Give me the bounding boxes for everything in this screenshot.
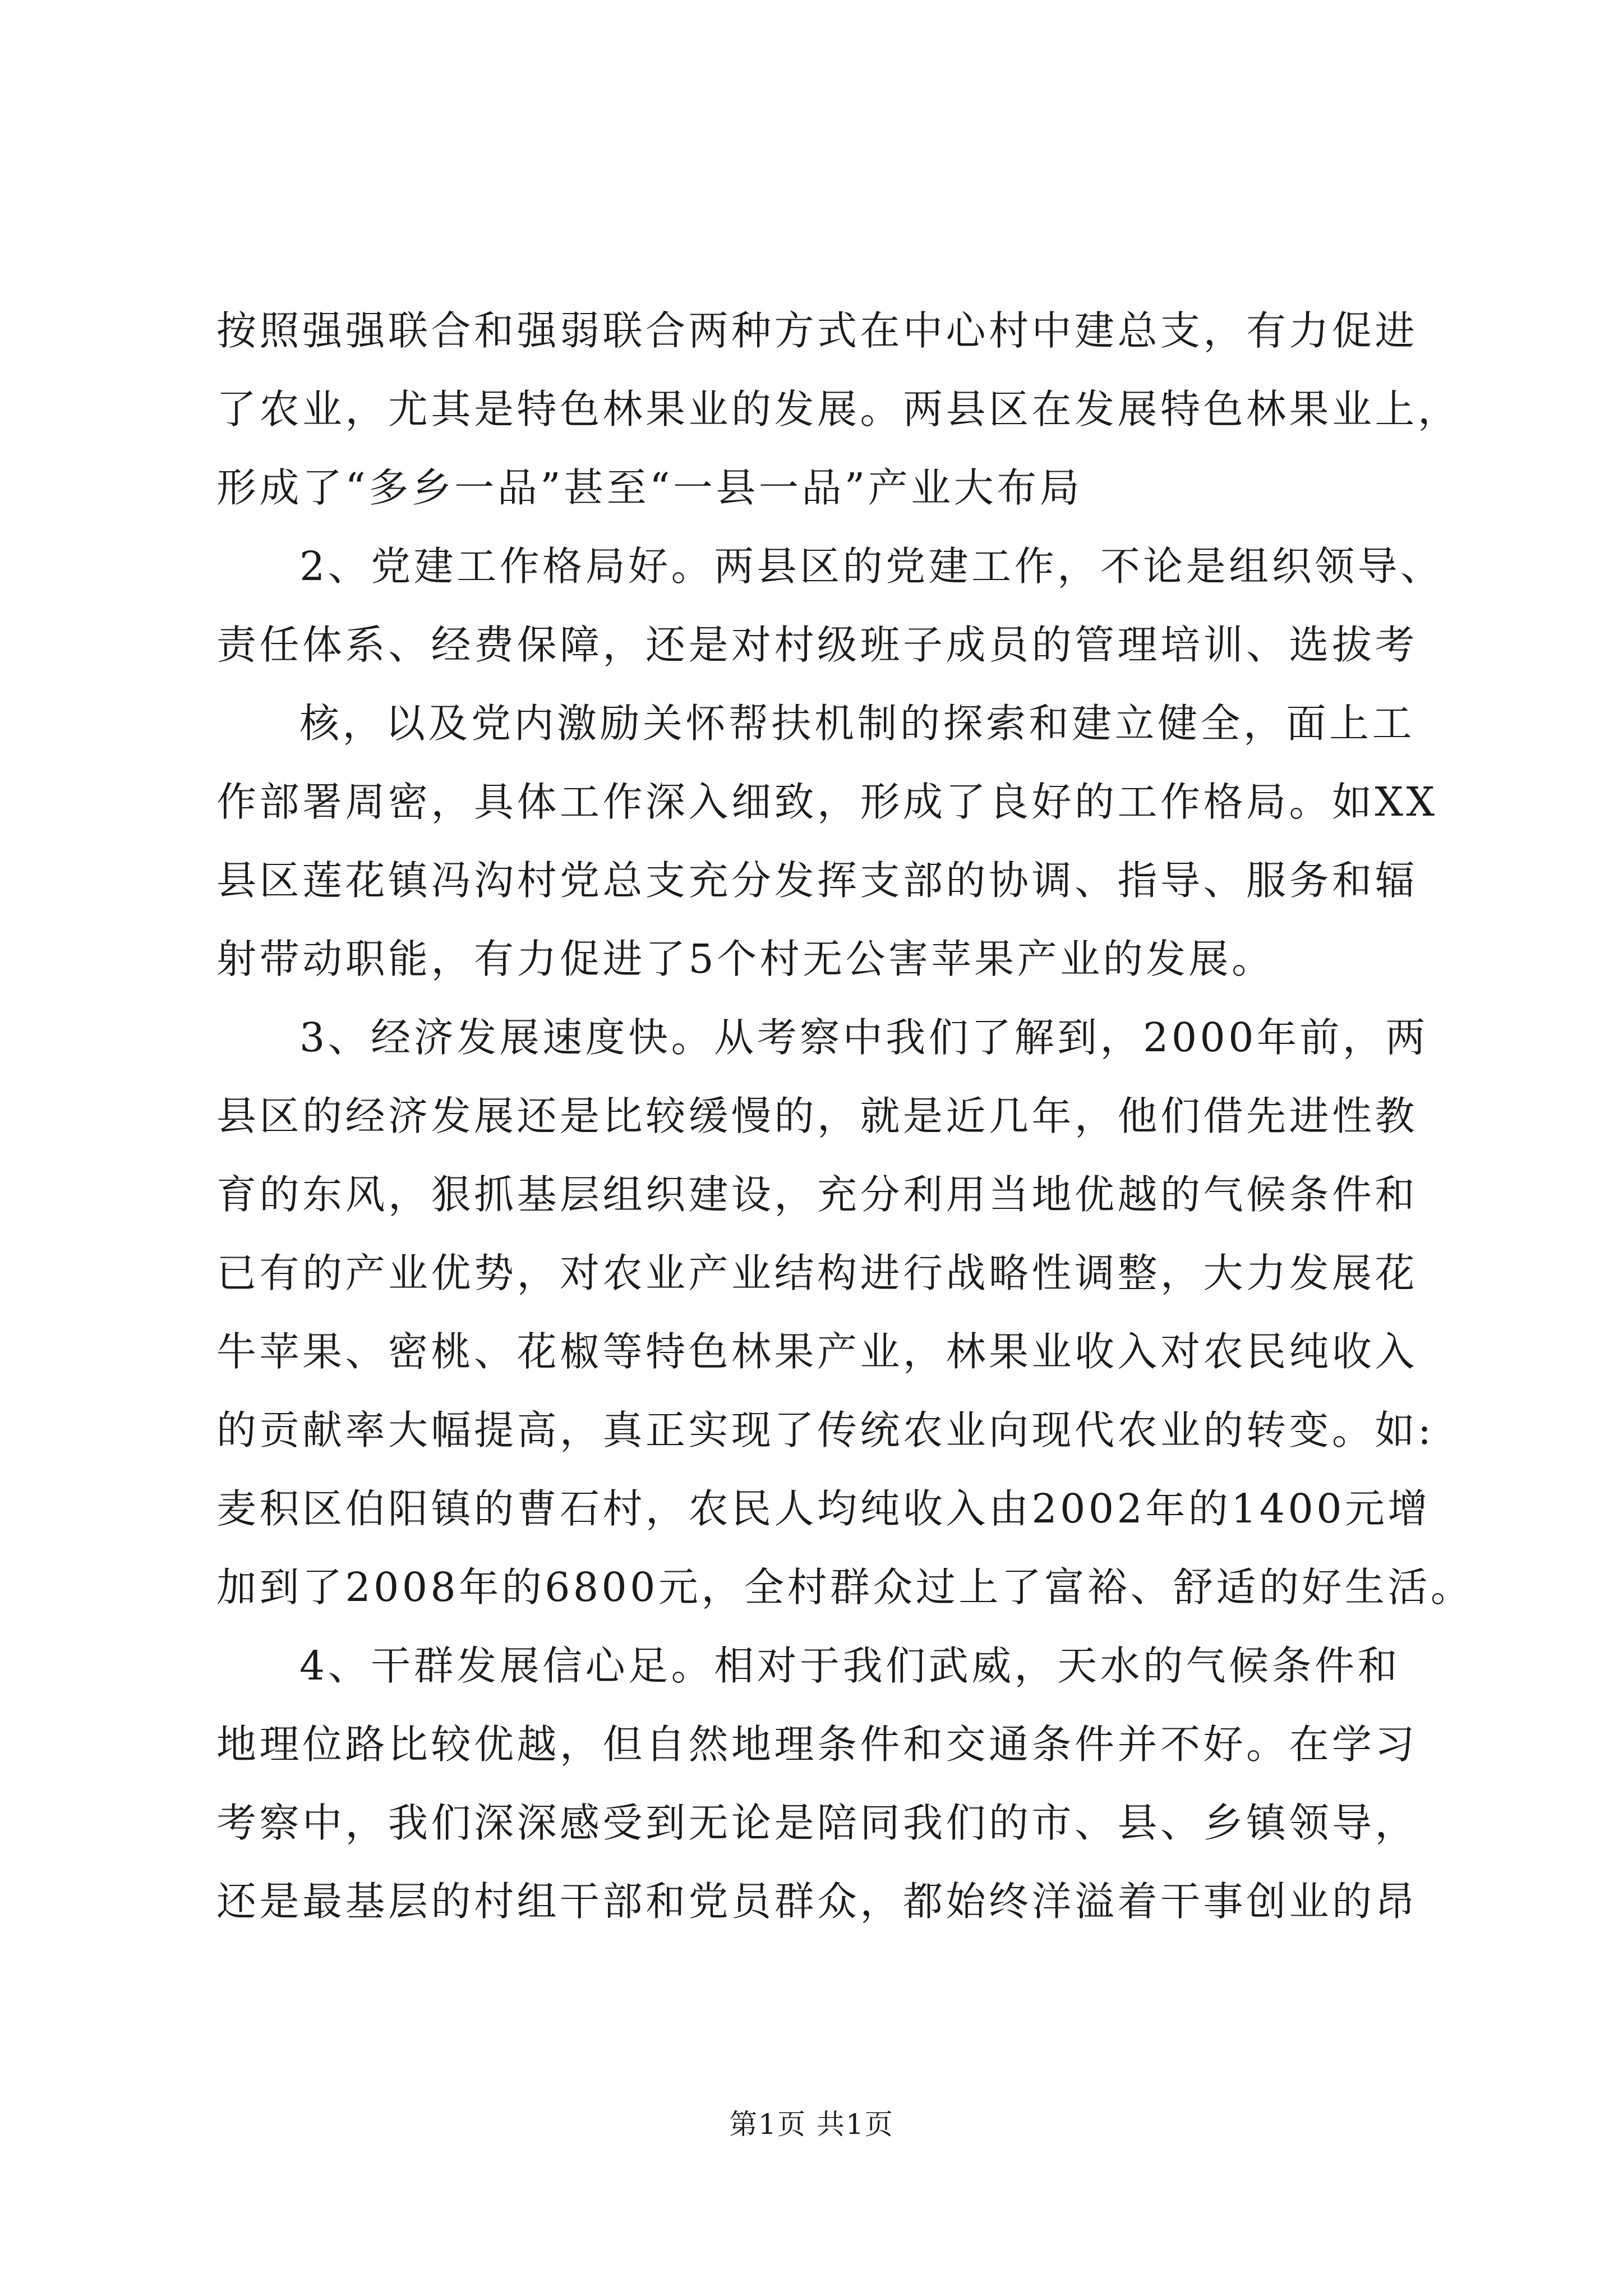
paragraph-4-first-line: 4、干群发展信心足。相对于我们武威，天水的气候条件和 — [299, 1642, 1401, 1689]
text-line: 地理位路比较优越，但自然地理条件和交通条件并不好。在学习 — [216, 1721, 1418, 1768]
text-line: 县区的经济发展还是比较缓慢的，就是近几年，他们借先进性教 — [216, 1093, 1418, 1139]
text-line: 麦积区伯阳镇的曹石村，农民人均纯收入由2002年的1400元增 — [216, 1485, 1431, 1532]
text-line: 牛苹果、密桃、花椒等特色林果产业，林果业收入对农民纯收入 — [216, 1328, 1418, 1375]
paragraph-3-first-line: 3、经济发展速度快。从考察中我们了解到，2000年前，两 — [299, 1014, 1428, 1061]
text-line: 责任体系、经费保障，还是对村级班子成员的管理培训、选拔考 — [216, 622, 1418, 668]
text-line: 作部署周密，具体工作深入细致，形成了良好的工作格局。如XX — [216, 779, 1438, 825]
text-line: 了农业，尤其是特色林果业的发展。两县区在发展特色林果业上， — [216, 386, 1461, 432]
text-line: 已有的产业优势，对农业产业结构进行战略性调整，大力发展花 — [216, 1250, 1418, 1296]
text-line: 还是最基层的村组干部和党员群众，都始终洋溢着干事创业的昂 — [216, 1878, 1418, 1925]
text-line: 的贡献率大幅提高，真正实现了传统农业向现代农业的转变。如: — [216, 1407, 1435, 1453]
text-line: 县区莲花镇冯沟村党总支充分发挥支部的协调、指导、服务和辐 — [216, 857, 1418, 904]
text-line: 加到了2008年的6800元，全村群众过上了富裕、舒适的好生活。 — [216, 1564, 1474, 1611]
text-line: 考察中，我们深深感受到无论是陪同我们的市、县、乡镇领导， — [216, 1800, 1418, 1846]
text-line: 形成了“多乡一品”甚至“一县一品”产业大布局 — [216, 464, 1083, 511]
text-line: 育的东风，狠抓基层组织建设，充分利用当地优越的气候条件和 — [216, 1171, 1418, 1218]
text-line: 按照强强联合和强弱联合两种方式在中心村中建总支，有力促进 — [216, 307, 1418, 354]
page-footer: 第1页 共1页 — [729, 2108, 894, 2141]
text-line: 射带动职能，有力促进了5个村无公害苹果产业的发展。 — [216, 936, 1275, 982]
document-body — [216, 292, 1474, 1941]
text-line-indented: 核，以及党内激励关怀帮扶机制的探索和建立健全，面上工 — [299, 700, 1415, 747]
paragraph-2-first-line: 2、党建工作格局好。两县区的党建工作，不论是组织领导、 — [299, 543, 1444, 590]
